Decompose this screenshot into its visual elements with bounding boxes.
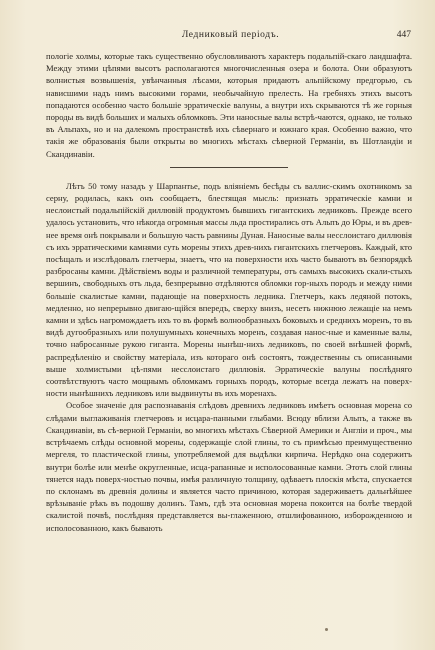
running-header [46,30,415,46]
section-divider [170,167,288,168]
text-body [46,50,412,534]
paragraph-2: Лѣтъ 50 тому назадъ у Шарпантье, подъ вліяніемъ бесѣды съ валлис-скимъ охотникомъ за серну, родилась, какъ онъ сообщаетъ, блестящая мысль: признать эрратическіе камни и неслоистый подальпійскій диллювій продуктомъ бывшихъ гигантскихъ ледниковъ. Прежде всего удалось установить, что нѣкогда огромныя массы льда простирались отъ Альпъ до Юры, и въ древ-нее время онѣ покрывали и большую часть равнины Дуная. Наносные валы несслоистаго диллювія съ ихъ эрратическими камнями суть морены этихъ древ-нихъ гигантскихъ глетчеровъ. Каждый, кто посѣщалъ и изслѣдовалъ глетчеры, знаетъ, что на поверхности ихъ часто бываютъ въ безпорядкѣ разбросаны камни. Дѣйствіемъ воды и различной температуры, отъ самыхъ высокихъ скали-стыхъ вершинъ, свободныхъ отъ льда, безпрерывно отдѣляются обломки гор-ныхъ породъ и между ними большіе скалистые камни, падающіе на поверхность ледника. Глетчеръ, какъ ледяной потокъ, медленно, но непрерывно двигаю-щійся впередъ, сверху внизъ, несетъ нижнюю лежащіе на немъ камни и здѣсь нагромождаетъ ихъ то въ формѣ волнообразныхъ боковыхъ и среднихъ моренъ, то въ видѣ дугообразныхъ или полушумныхъ конечныхъ моренъ, создавая нанос-ные и каменные валы, точно набросанные рукою гиганта. Морены нынѣш-нихъ ледниковъ, по своей внѣшней формѣ, распредѣленію и свойству матеріала, изъ котораго онѣ состоятъ, тождественны съ описанными выше холмистыми цѣ-пями несслоистаго диллювія. Эрратическіе валуны послѣдняго соотвѣтствуютъ часто мощнымъ обломкамъ горныхъ породъ, которые всегда лежатъ на поверх-ности нынѣшнихъ ледниковъ или выдвинуты въ ихъ моренахъ. [46,180,412,399]
paragraph-1: пологіе холмы, которые такъ существенно обусловливаютъ характеръ подальпій-скаго ландшафта. Между этими цѣпями высотъ располагаются многочисленныя озера и болота. Они образуютъ волнистыя возвышенія, увѣнчанныя лѣсами, которыя придаютъ альпійскому предгорью, съ нависшими надъ нимъ высокими горами, необычайную прелесть. На гребняхъ этихъ высотъ попадаются особенно часто большіе эрратическіе валуны, а внутри ихъ скрываются тѣ же горныя породы въ видѣ больших и малыхъ обломковъ. Эти наносные валы встрѣ-чаются, однако, не только въ Альпахъ, но и на далекомъ пространствѣ ихъ сѣвернаго и южнаго края. Особенно важно, что такія же образованія были открыты во многихъ мѣстахъ сѣверной Германіи, въ Шотландіи и Скандинавіи. [46,51,412,159]
ink-speck [325,628,328,631]
running-title: Ледниковый періодъ. [181,30,280,40]
page-number: 447 [396,30,411,40]
paragraph-3: Особое значеніе для распознаванія слѣдовъ древнихъ ледниковъ имѣетъ основная морена со слѣдами выглаживанія глетчеровъ и исцара-панными глыбами. Всюду вблизи Альпъ, а также въ Скандинавіи, въ сѣ-верной Германіи, во многихъ мѣстахъ Сѣверной Америки и Англіи и проч., мы встрѣчаемъ слѣды основной морены, содержащіе слой глины, то съ примѣсью преимущественно мергеля, то пластической глины, употребляемой для выдѣлки кирпича. Нерѣдко она содержитъ внутри болѣе или менѣе округленные, исца-рапанные и исполосованные камни. Этотъ слой глины тянется надъ поверх-ностью почвы, имѣя различную толщину, одѣваетъ плоскія мѣста, спускается по склонамъ въ древнія долины и является часто причиною, которая задерживаетъ дальнѣйшее врѣзываніе рѣкъ въ подошву долинъ. Тамъ, гдѣ эта основная морена покоится на болѣе твердой скалистой почвѣ, послѣдняя представляется вы-глаженною, отшлифованною, изборожденною и исполосованною, какъ бывають [46,400,412,533]
